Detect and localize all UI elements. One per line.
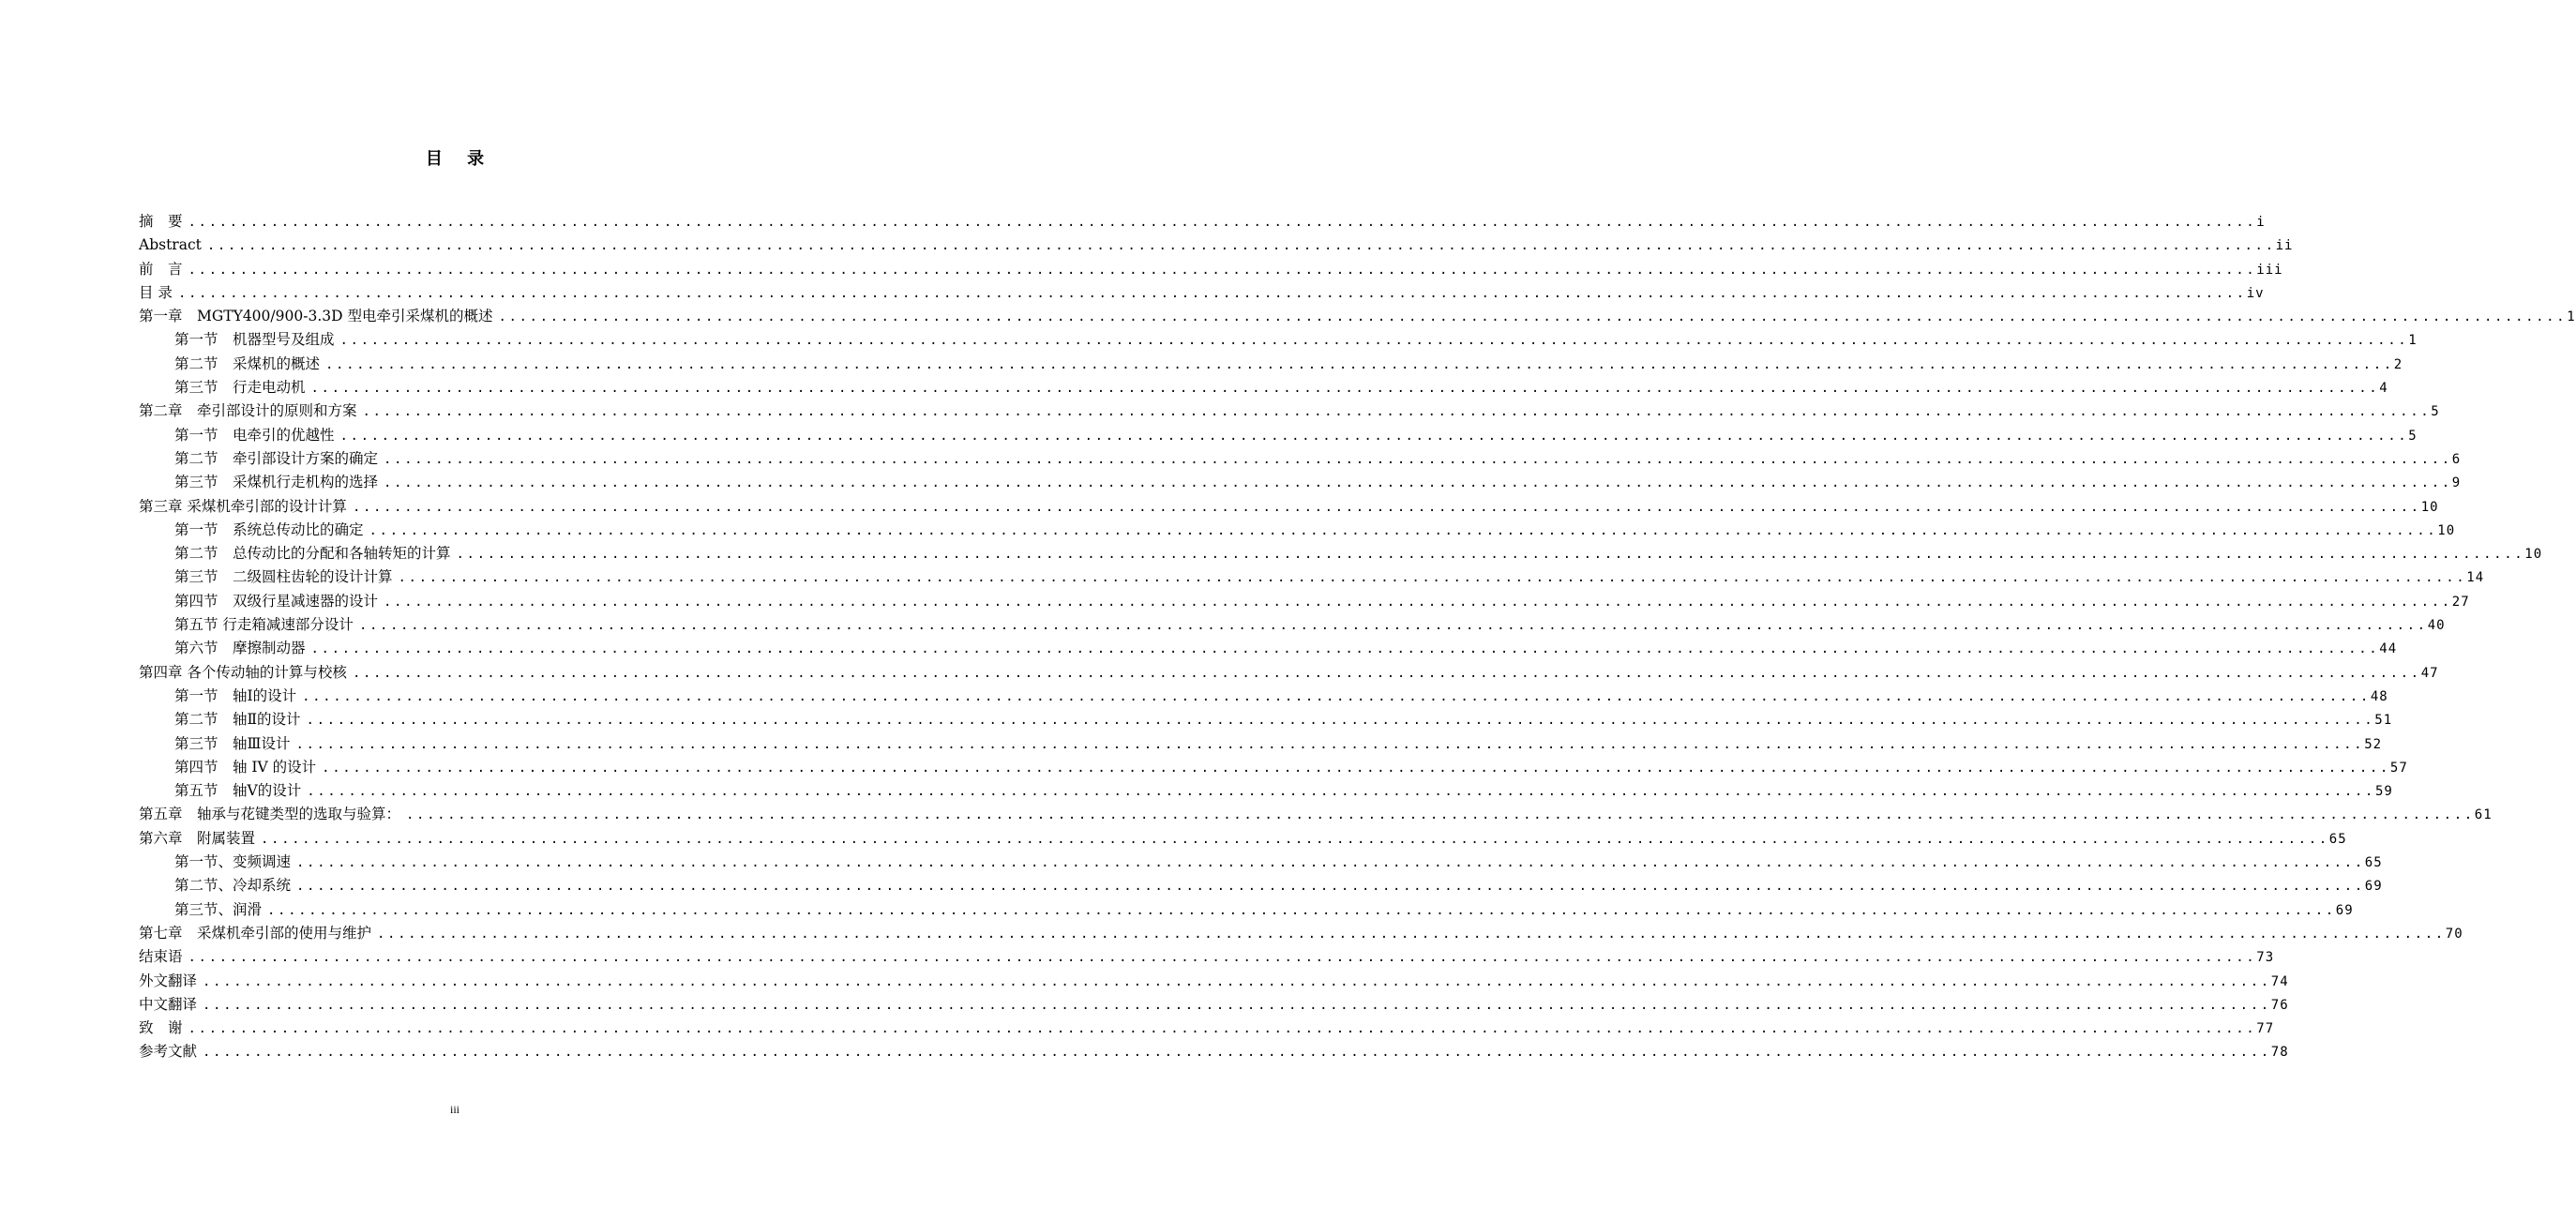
toc-entry-page: 65: [2328, 831, 2347, 847]
toc-chapter-entry[interactable]: [139, 305, 2576, 328]
toc-chapter-entry[interactable]: [139, 399, 2440, 423]
toc-entry-title: 第一节 机器型号及组成: [174, 331, 335, 349]
toc-entry-title: 第五节 行走箱减速部分设计: [174, 616, 354, 634]
toc-chapter-entry[interactable]: [139, 1040, 2289, 1063]
toc-dot-leader: ........................................................................................................................................................................................................: [177, 285, 2247, 301]
toc-dot-leader: ........................................................................................................................................................................................................: [339, 428, 2409, 444]
toc-dot-leader: ........................................................................................................................................................................................................: [352, 665, 2421, 681]
toc-entry-page: 10: [2524, 547, 2543, 563]
toc-dot-leader: ........................................................................................................................................................................................................: [306, 713, 2375, 729]
toc-chapter-entry[interactable]: [139, 661, 2439, 685]
toc-section-entry[interactable]: [139, 898, 2354, 922]
toc-entry-title: 第三节 行走电动机: [174, 379, 306, 397]
toc-entry-title: 第四章 各个传动轴的计算与校核: [139, 663, 347, 681]
toc-section-entry[interactable]: [139, 376, 2388, 399]
toc-dot-leader: ........................................................................................................................................................................................................: [302, 688, 2371, 704]
toc-dot-leader: ........................................................................................................................................................................................................: [296, 855, 2365, 871]
toc-chapter-entry[interactable]: [139, 258, 2283, 281]
toc-dot-leader: ........................................................................................................................................................................................................: [206, 238, 2276, 254]
toc-dot-leader: ........................................................................................................................................................................................................: [339, 333, 2409, 349]
toc-chapter-entry[interactable]: [139, 827, 2347, 851]
toc-entry-title: 前 言: [139, 260, 183, 278]
toc-entry-page: 27: [2451, 594, 2470, 610]
toc-section-entry[interactable]: [139, 756, 2408, 779]
toc-entry-title: 外文翻译: [139, 972, 198, 989]
toc-entry-title: 中文翻译: [139, 995, 198, 1013]
toc-section-entry[interactable]: [139, 874, 2383, 897]
toc-entry-title: 第二章 牵引部设计的原则和方案: [139, 402, 357, 420]
toc-entry-title: 第一节 系统总传动比的确定: [174, 520, 364, 538]
toc-entry-page: iii: [2256, 262, 2283, 278]
toc-dot-leader: ........................................................................................................................................................................................................: [188, 262, 2257, 278]
toc-entry-title: 第三节 采煤机行走机构的选择: [174, 474, 379, 491]
toc-chapter-entry[interactable]: [139, 234, 2294, 257]
toc-section-entry[interactable]: [139, 424, 2418, 447]
toc-entry-page: 1: [2408, 333, 2418, 349]
toc-entry-page: 51: [2374, 713, 2393, 729]
toc-entry-page: 76: [2270, 997, 2289, 1013]
toc-dot-leader: ........................................................................................................................................................................................................: [352, 499, 2421, 515]
toc-entry-page: 10: [2420, 499, 2439, 515]
toc-entry-page: 65: [2364, 855, 2383, 871]
toc-entry-page: 74: [2270, 973, 2289, 989]
toc-entry-title: 第一节、变频调速: [174, 853, 292, 871]
table-of-contents: [139, 210, 2576, 1064]
toc-dot-leader: ........................................................................................................................................................................................................: [377, 926, 2446, 942]
toc-chapter-entry[interactable]: [139, 210, 2266, 234]
toc-entry-page: 44: [2379, 641, 2398, 657]
toc-dot-leader: ........................................................................................................................................................................................................: [261, 831, 2329, 847]
page-title: 目 录: [425, 149, 494, 169]
toc-section-entry[interactable]: [139, 447, 2462, 471]
toc-entry-title: 第七章 采煤机牵引部的使用与维护: [139, 924, 372, 942]
toc-dot-leader: ........................................................................................................................................................................................................: [188, 1021, 2257, 1037]
toc-entry-title: 第六章 附属装置: [139, 829, 256, 847]
toc-entry-page: 9: [2451, 475, 2462, 491]
toc-dot-leader: ........................................................................................................................................................................................................: [498, 309, 2568, 325]
toc-chapter-entry[interactable]: [139, 495, 2439, 519]
toc-section-entry[interactable]: [139, 353, 2403, 376]
toc-chapter-entry[interactable]: [139, 281, 2265, 305]
toc-entry-page: i: [2256, 215, 2266, 230]
toc-entry-title: 第五章 轴承与花键类型的选取与验算：: [139, 806, 401, 823]
toc-section-entry[interactable]: [139, 542, 2543, 565]
toc-section-entry[interactable]: [139, 851, 2383, 874]
toc-entry-page: 5: [2408, 428, 2418, 444]
toc-dot-leader: ........................................................................................................................................................................................................: [369, 522, 2438, 538]
toc-dot-leader: ........................................................................................................................................................................................................: [456, 547, 2525, 563]
toc-entry-page: 69: [2364, 879, 2383, 895]
toc-dot-leader: ........................................................................................................................................................................................................: [362, 404, 2432, 420]
toc-entry-title: Abstract: [139, 236, 202, 254]
toc-section-entry[interactable]: [139, 685, 2388, 708]
toc-entry-title: 第一节 轴Ⅰ的设计: [174, 686, 297, 704]
toc-dot-leader: ........................................................................................................................................................................................................: [267, 902, 2336, 918]
toc-dot-leader: ........................................................................................................................................................................................................: [384, 451, 2452, 467]
toc-entry-title: 第二节 采煤机的概述: [174, 354, 321, 372]
footer-page-number: iii: [449, 1103, 459, 1116]
toc-chapter-entry[interactable]: [139, 803, 2493, 826]
toc-dot-leader: ........................................................................................................................................................................................................: [203, 973, 2271, 989]
toc-entry-page: 73: [2256, 950, 2275, 966]
toc-dot-leader: ........................................................................................................................................................................................................: [310, 381, 2380, 397]
toc-dot-leader: ........................................................................................................................................................................................................: [188, 215, 2257, 230]
toc-entry-page: 59: [2374, 784, 2393, 800]
toc-entry-title: 致 谢: [139, 1019, 183, 1037]
toc-dot-leader: ........................................................................................................................................................................................................: [384, 594, 2452, 610]
toc-dot-leader: ........................................................................................................................................................................................................: [398, 570, 2467, 586]
toc-entry-page: 77: [2256, 1021, 2275, 1037]
toc-entry-page: 61: [2474, 807, 2493, 823]
toc-entry-page: 2: [2393, 356, 2403, 372]
toc-entry-title: 第一章 MGTY400/900-3.3D 型电牵引采煤机的概述: [139, 308, 493, 325]
toc-dot-leader: ........................................................................................................................................................................................................: [188, 950, 2257, 966]
toc-entry-title: 第三节 二级圆柱齿轮的设计计算: [174, 568, 393, 586]
toc-section-entry[interactable]: [139, 637, 2398, 660]
toc-entry-title: 第六节 摩擦制动器: [174, 640, 306, 657]
toc-entry-page: 47: [2420, 665, 2439, 681]
toc-entry-page: 6: [2451, 451, 2462, 467]
toc-section-entry[interactable]: [139, 779, 2393, 803]
toc-section-entry[interactable]: [139, 471, 2462, 494]
toc-entry-title: 第一节 电牵引的优越性: [174, 426, 335, 444]
toc-section-entry[interactable]: [139, 590, 2470, 613]
toc-dot-leader: ........................................................................................................................................................................................................: [406, 807, 2475, 823]
toc-dot-leader: ........................................................................................................................................................................................................: [296, 879, 2365, 895]
toc-entry-page: 4: [2379, 381, 2388, 397]
toc-entry-title: 第二节 轴Ⅱ的设计: [174, 711, 301, 729]
toc-dot-leader: ........................................................................................................................................................................................................: [203, 997, 2271, 1013]
toc-entry-page: 10: [2437, 522, 2456, 538]
toc-chapter-entry[interactable]: [139, 922, 2463, 945]
toc-dot-leader: ........................................................................................................................................................................................................: [310, 641, 2380, 657]
toc-entry-page: 69: [2335, 902, 2354, 918]
toc-entry-page: 5: [2431, 404, 2440, 420]
toc-entry-page: ii: [2275, 238, 2294, 254]
toc-dot-leader: ........................................................................................................................................................................................................: [358, 618, 2428, 634]
toc-entry-title: 结束语: [139, 948, 183, 966]
toc-dot-leader: ........................................................................................................................................................................................................: [203, 1045, 2271, 1061]
toc-chapter-entry[interactable]: [139, 993, 2289, 1017]
toc-chapter-entry[interactable]: [139, 945, 2275, 969]
toc-entry-title: 参考文献: [139, 1043, 198, 1061]
toc-entry-title: 摘 要: [139, 213, 183, 230]
toc-entry-title: 第三节 轴Ⅲ设计: [174, 734, 291, 752]
toc-section-entry[interactable]: [139, 708, 2393, 731]
toc-dot-leader: ........................................................................................................................................................................................................: [325, 356, 2394, 372]
toc-section-entry[interactable]: [139, 328, 2418, 352]
toc-entry-page: iv: [2246, 285, 2265, 301]
toc-dot-leader: ........................................................................................................................................................................................................: [384, 475, 2452, 491]
toc-entry-page: 57: [2389, 760, 2408, 776]
toc-chapter-entry[interactable]: [139, 970, 2289, 993]
toc-dot-leader: ........................................................................................................................................................................................................: [322, 760, 2390, 776]
toc-entry-title: 第四节 双级行星减速器的设计: [174, 592, 379, 610]
toc-section-entry[interactable]: [139, 565, 2485, 589]
toc-chapter-entry[interactable]: [139, 1017, 2275, 1040]
toc-entry-title: 第四节 轴 IV 的设计: [174, 758, 317, 776]
toc-entry-page: 1: [2567, 309, 2576, 325]
toc-dot-leader: ........................................................................................................................................................................................................: [307, 784, 2375, 800]
toc-entry-page: 70: [2445, 926, 2463, 942]
toc-section-entry[interactable]: [139, 732, 2383, 756]
toc-entry-title: 目 录: [139, 283, 173, 301]
toc-entry-title: 第二节、冷却系统: [174, 877, 292, 895]
toc-entry-title: 第三节、润滑: [174, 900, 263, 918]
toc-entry-title: 第二节 总传动比的分配和各轴转矩的计算: [174, 545, 451, 563]
toc-section-entry[interactable]: [139, 613, 2446, 637]
toc-entry-page: 48: [2370, 688, 2388, 704]
toc-section-entry[interactable]: [139, 519, 2456, 542]
toc-entry-title: 第二节 牵引部设计方案的确定: [174, 449, 379, 467]
toc-entry-page: 78: [2270, 1045, 2289, 1061]
toc-entry-title: 第三章 采煤机牵引部的设计计算: [139, 497, 347, 515]
toc-entry-page: 52: [2364, 736, 2383, 752]
toc-entry-page: 14: [2466, 570, 2485, 586]
toc-entry-page: 40: [2427, 618, 2446, 634]
toc-entry-title: 第五节 轴Ⅴ的设计: [174, 782, 302, 800]
toc-dot-leader: ........................................................................................................................................................................................................: [295, 736, 2365, 752]
